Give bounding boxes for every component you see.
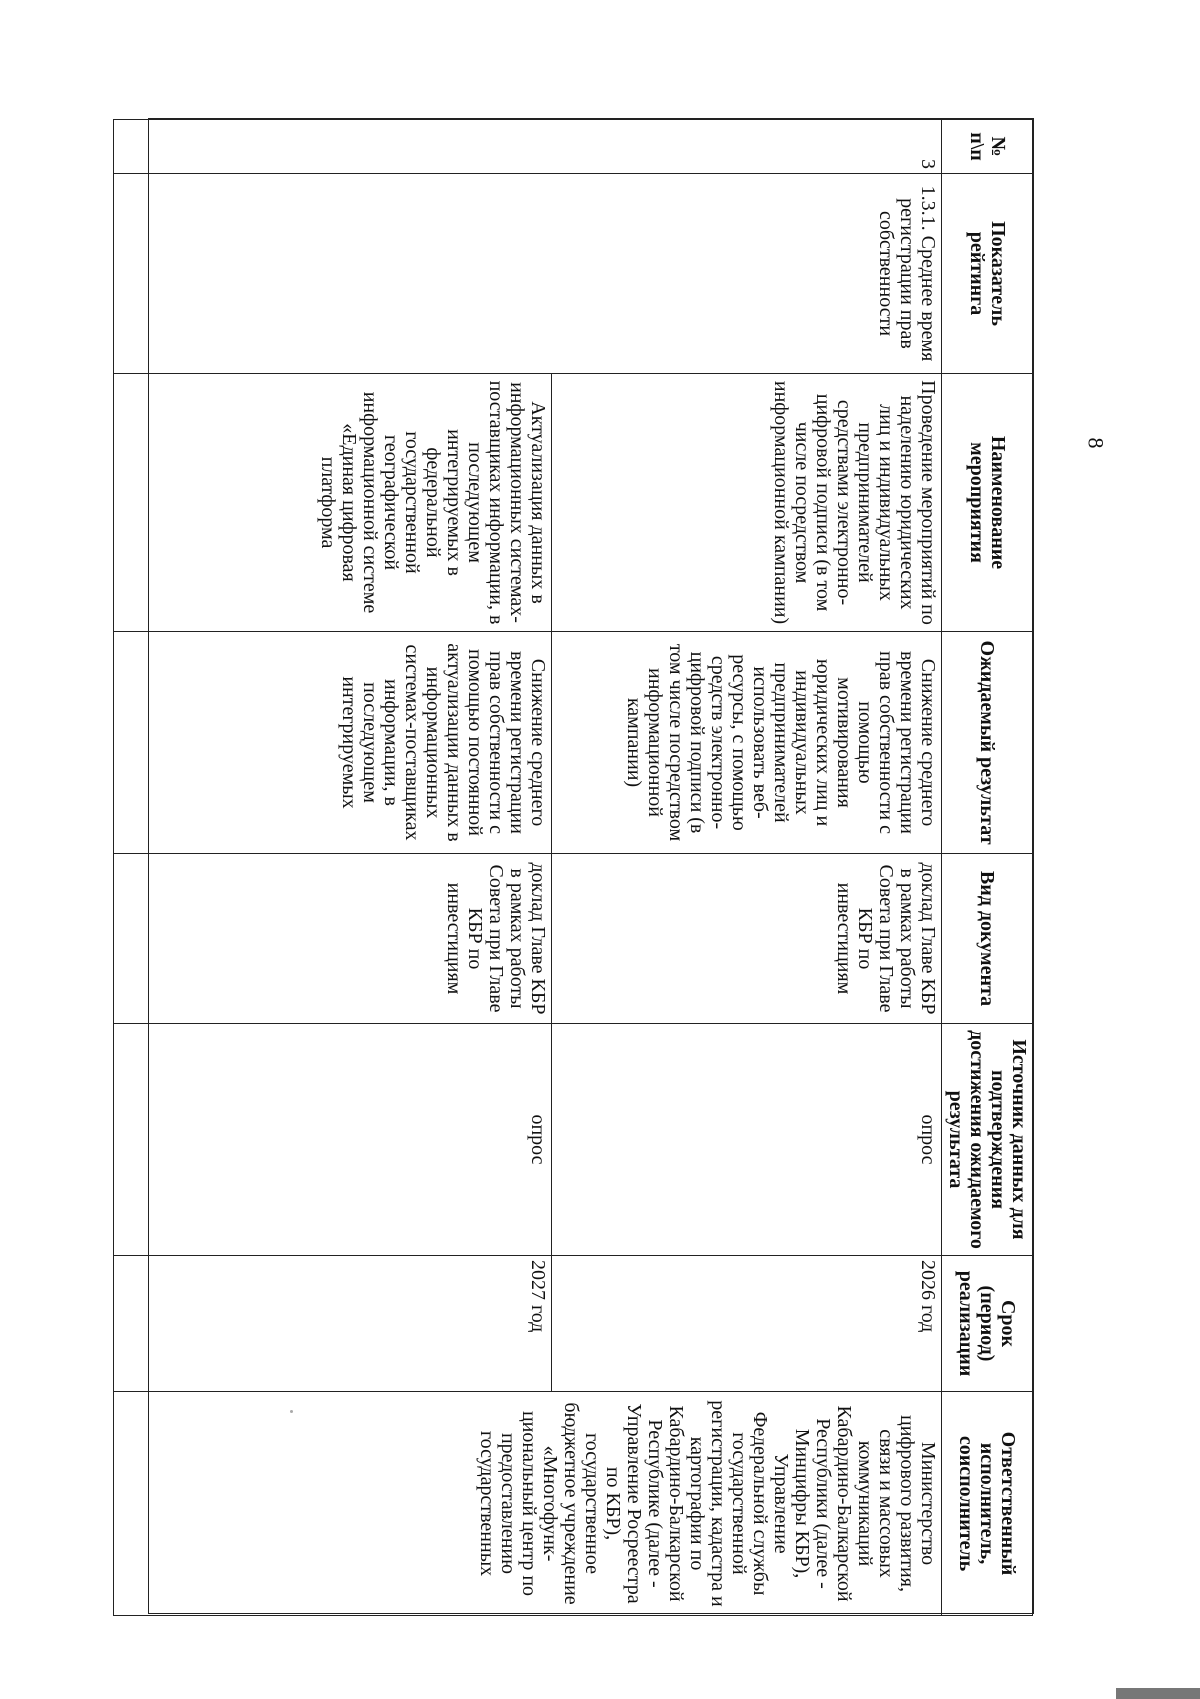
- header-executor: Ответственный исполнитель, соисполнитель: [942, 1392, 1033, 1616]
- rotated-table-sheet: [148, 118, 1034, 1614]
- row-term: 2026 год: [552, 1256, 942, 1392]
- header-doc-type: Вид документа: [942, 854, 1033, 1024]
- row-indicator: 1.3.1. Среднее время регистрации прав собственности: [114, 174, 942, 374]
- header-indicator: Показатель рейтинга: [942, 174, 1033, 374]
- row-result: Снижение среднего времени регистрации прав собственности с помощью постоянной актуализации данных в информационных системах-поставщиках информации, в последующем интегрируемых: [114, 632, 552, 854]
- row-doc-type: доклад Главе КБР в рамках работы Совета при Главе КБР по инвестициям: [552, 854, 942, 1024]
- row-event: Актуализация данных в информационных системах-поставщиках информации, в последующем интегрируемых в федеральной государственной географической информационной системе «Единая цифровая платформа: [114, 374, 552, 632]
- row-event: Проведение мероприятий по наделению юридических лиц и индивидуальных предпринимателей средствами электронно-цифровой подписи (в том числе посредством информационной кампании): [552, 374, 942, 632]
- row-num: 3: [114, 120, 942, 174]
- table-row: [552, 120, 942, 1616]
- row-executor: Министерство цифрового развития, связи и массовых коммуникаций Кабардино-Балкарской Республики (далее - Минцифры КБР), Управление Федеральной службы государственной регистрации, кадастра и картографии по Кабардино-Балкарской Республике (далее - Управление Росреестра по КБР), государственное бюджетное учреждение «Многофунк-циональный центр по предоставлению государственных: [114, 1392, 942, 1616]
- row-source: опрос: [552, 1024, 942, 1256]
- scan-edge-shadow: [1116, 1688, 1200, 1699]
- table-header-row: [942, 120, 1033, 1616]
- scan-speck: [290, 1410, 293, 1413]
- row-doc-type: доклад Главе КБР в рамках работы Совета при Главе КБР по инвестициям: [114, 854, 552, 1024]
- row-term: 2027 год: [114, 1256, 552, 1392]
- header-event: Наименование мероприятия: [942, 374, 1033, 632]
- header-term: Срок (период) реализации: [942, 1256, 1033, 1392]
- header-num: № п\п: [942, 120, 1033, 174]
- table-rotator: [147, 119, 1033, 1615]
- header-result: Ожидаемый результат: [942, 632, 1033, 854]
- row-result: Снижение среднего времени регистрации прав собственности с помощью мотивирования юридических лиц и индивидуальных предпринимателей использовать веб-ресурсы, с помощью средств электронно-цифровой подписи (в том числе посредством информационной кампании): [552, 632, 942, 854]
- activity-table: [113, 119, 1033, 1616]
- header-source: Источник данных для подтверждения достижения ожидаемого результата: [942, 1024, 1033, 1256]
- page-number: 8: [1083, 437, 1109, 449]
- row-source: опрос: [114, 1024, 552, 1256]
